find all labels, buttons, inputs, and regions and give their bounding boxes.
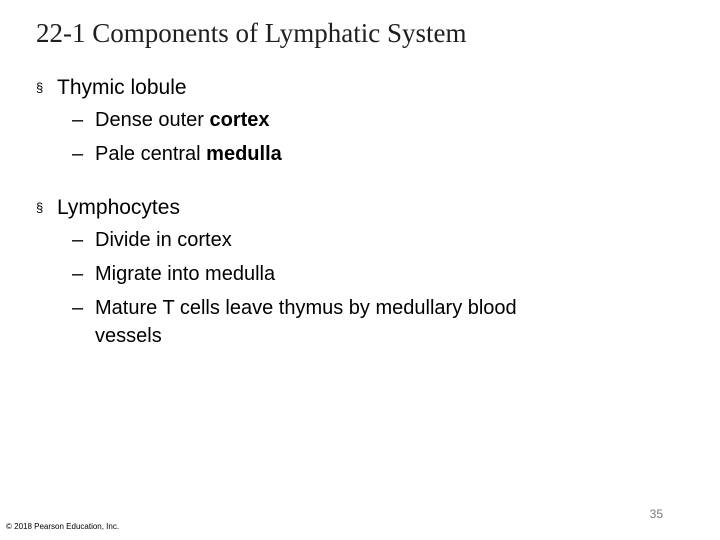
sub-text-bold: cortex (209, 109, 270, 131)
sub-item-divide-in-cortex (36, 223, 676, 257)
sub-text: Divide in cortex (95, 229, 232, 251)
en-dash-icon: – (72, 229, 84, 251)
sub-text-line1: Mature T cells leave thymus by medullary blood (95, 297, 517, 319)
bullet-text: Lymphocytes (57, 196, 180, 219)
sub-item-pale-central-medulla (36, 137, 676, 171)
copyright-footer: © 2018 Pearson Education, Inc. (6, 522, 120, 531)
slide-title: 22-1 Components of Lymphatic System (36, 18, 467, 48)
square-bullet-icon: § (36, 200, 44, 215)
en-dash-icon: – (72, 297, 84, 319)
bullet-item-thymic-lobule (36, 73, 676, 103)
en-dash-icon: – (72, 263, 84, 285)
square-bullet-icon: § (36, 80, 44, 95)
sub-item-migrate-into-medulla (36, 257, 676, 291)
sub-item-dense-outer-cortex (36, 103, 676, 137)
sub-text-line2: vessels (95, 325, 162, 347)
bullet-text: Thymic lobule (57, 76, 187, 99)
en-dash-icon: – (72, 143, 84, 165)
bullet-list (36, 73, 676, 350)
sub-item-mature-t-cells (36, 291, 676, 350)
sub-text: Migrate into medulla (95, 263, 276, 285)
bullet-item-lymphocytes (36, 193, 676, 223)
sub-text-prefix: Dense outer (95, 109, 210, 131)
sub-text-bold: medulla (206, 143, 282, 165)
sub-text-prefix: Pale central (95, 143, 207, 165)
page-number: 35 (649, 507, 663, 521)
en-dash-icon: – (72, 109, 84, 131)
